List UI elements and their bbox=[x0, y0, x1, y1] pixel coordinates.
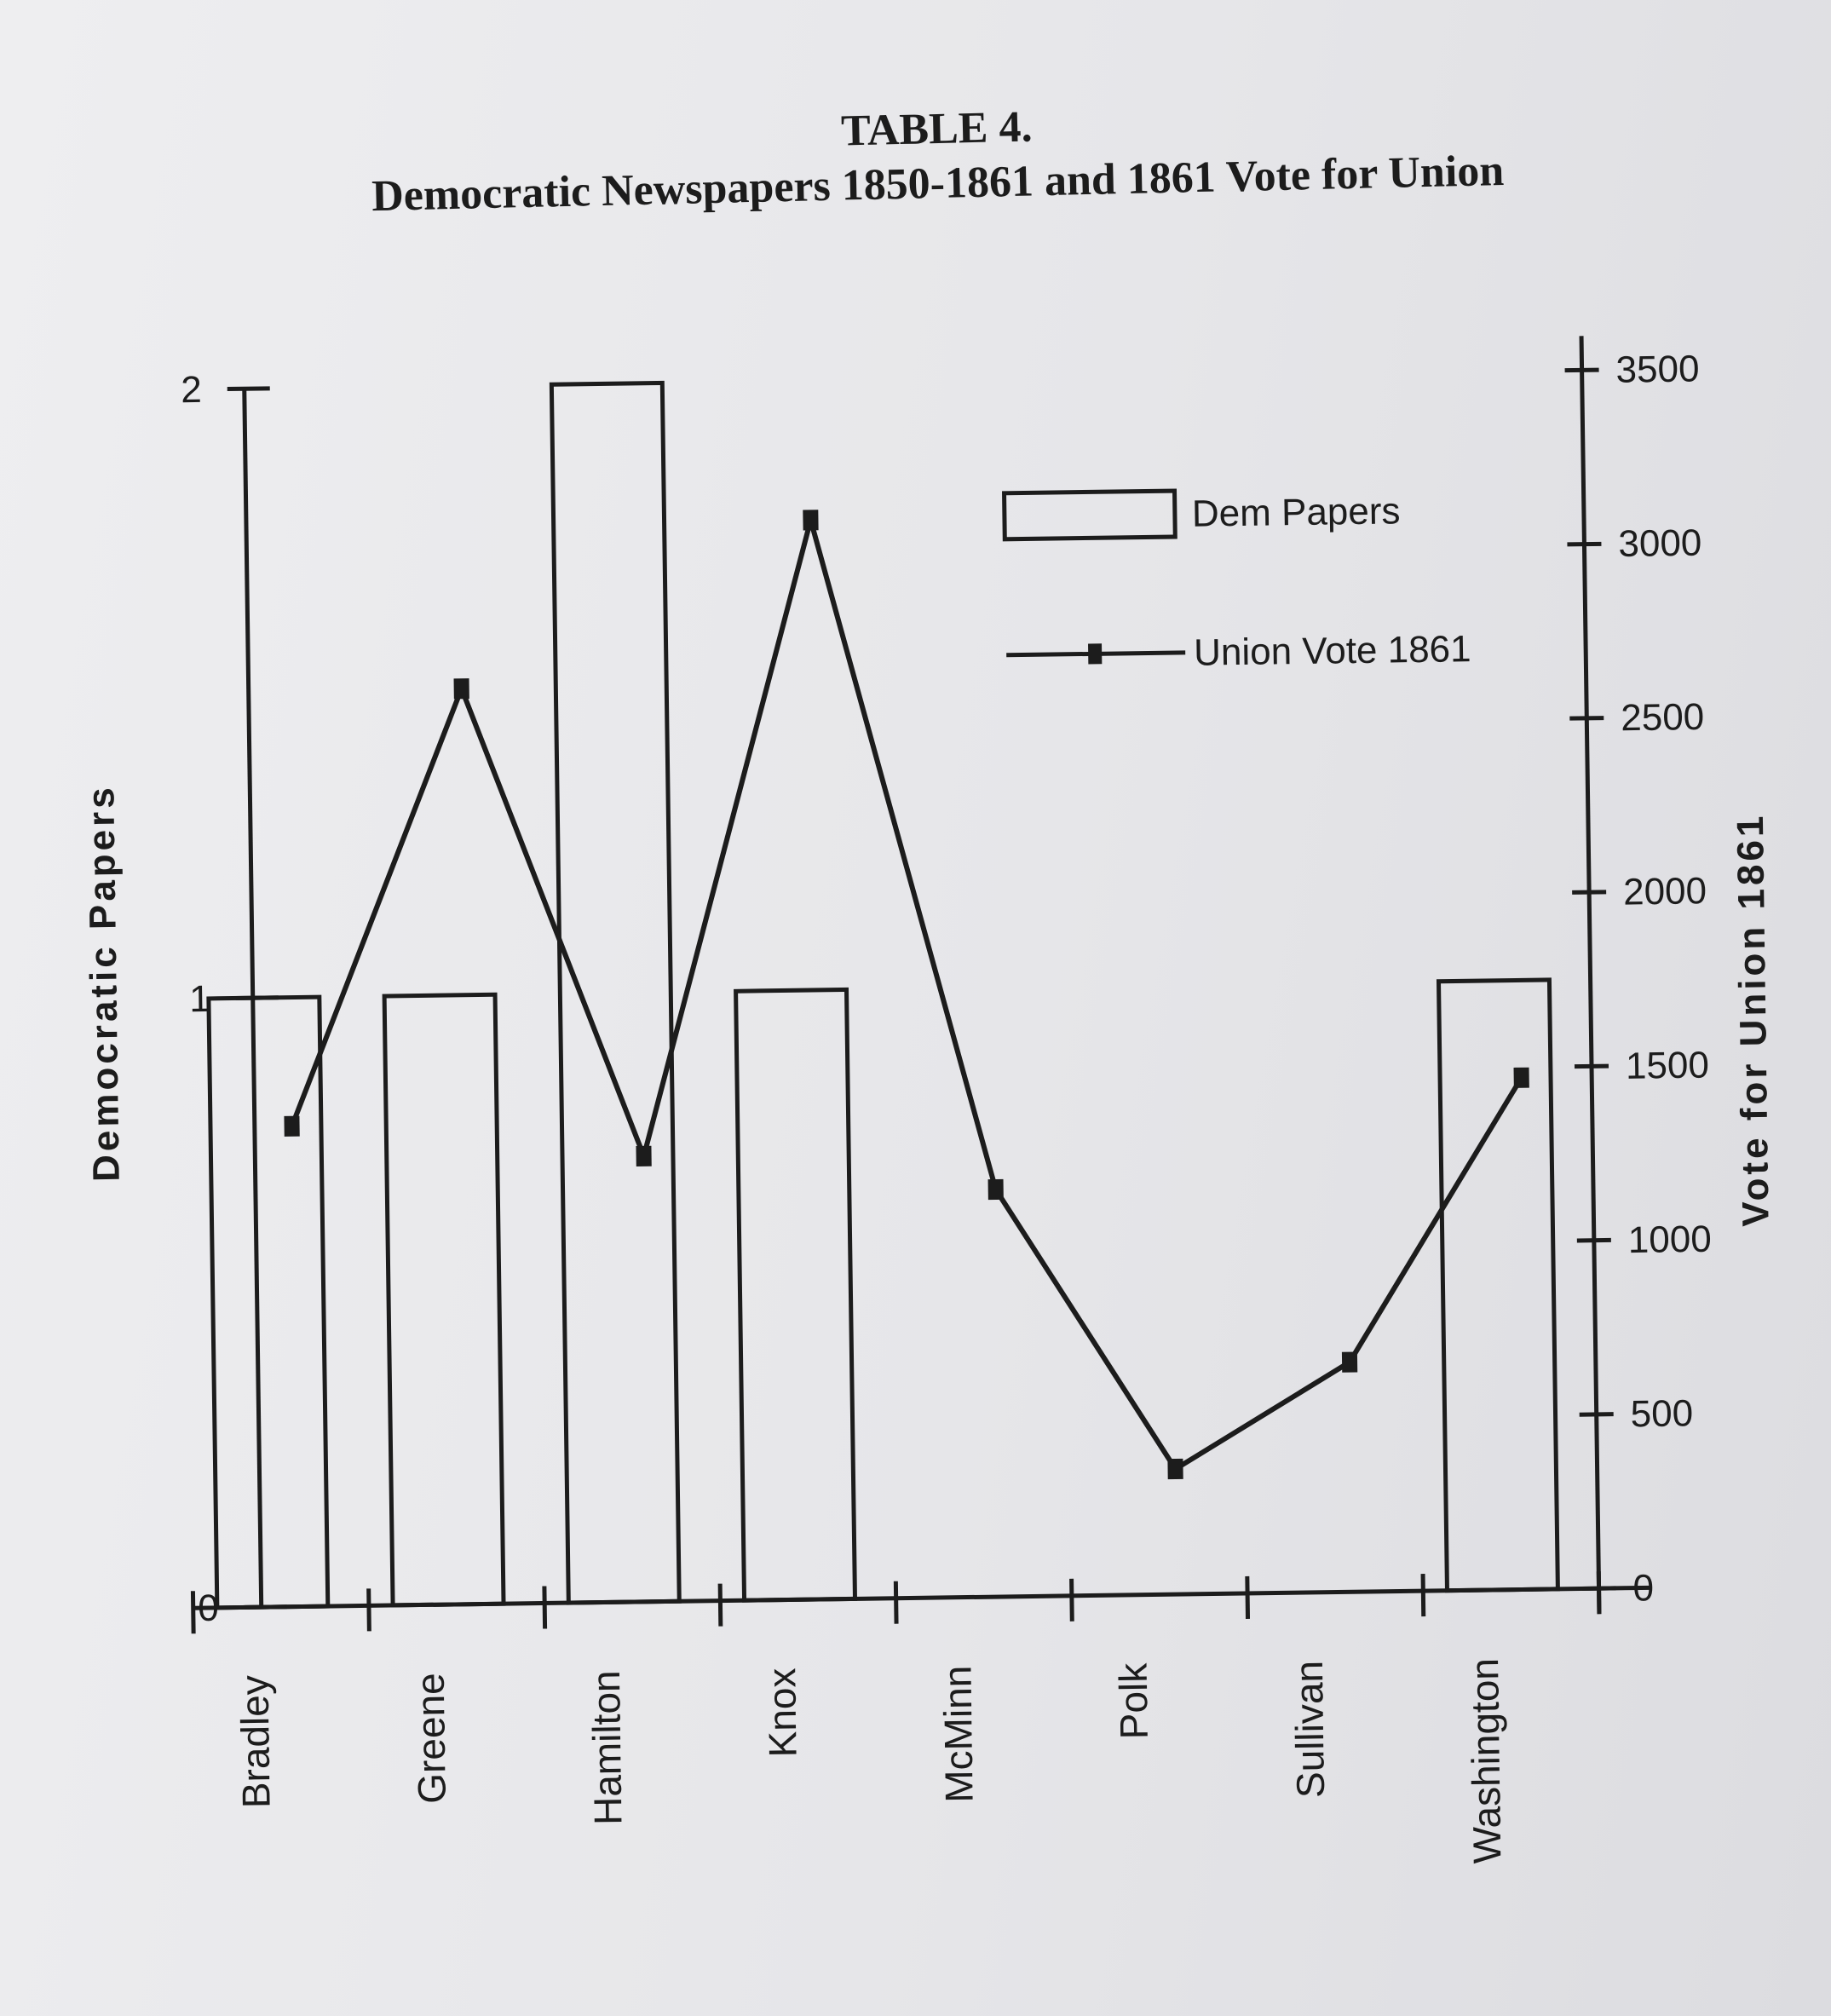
union-vote-point bbox=[284, 1116, 299, 1137]
category-label: McMinn bbox=[935, 1665, 982, 1804]
right-tick-label: 1500 bbox=[1625, 1044, 1710, 1087]
right-tick bbox=[1572, 892, 1606, 893]
category-label: Washington bbox=[1462, 1657, 1510, 1864]
legend-line-marker bbox=[1088, 643, 1102, 664]
x-tick bbox=[1247, 1576, 1248, 1619]
union-vote-point bbox=[1167, 1459, 1183, 1479]
right-tick-label: 500 bbox=[1630, 1392, 1694, 1436]
bar-dem-papers bbox=[736, 989, 855, 1600]
right-tick bbox=[1569, 718, 1604, 719]
category-label: Greene bbox=[407, 1673, 454, 1805]
x-tick bbox=[1598, 1571, 1599, 1614]
union-vote-point bbox=[1514, 1068, 1529, 1088]
x-tick bbox=[1072, 1579, 1073, 1621]
union-vote-point bbox=[803, 510, 818, 530]
legend-bar-swatch bbox=[1005, 491, 1176, 539]
right-tick bbox=[1580, 1414, 1614, 1415]
legend-label-dem-papers: Dem Papers bbox=[1191, 490, 1401, 535]
left-tick-label: 1 bbox=[188, 977, 211, 1021]
x-tick bbox=[544, 1586, 545, 1628]
right-axis-line bbox=[1581, 336, 1599, 1614]
y2-axis-title: Vote for Union 1861 bbox=[1729, 812, 1777, 1227]
bar-dem-papers bbox=[384, 994, 504, 1605]
union-vote-point bbox=[636, 1146, 651, 1166]
chart-plot bbox=[74, 333, 1786, 1883]
right-tick bbox=[1577, 1240, 1611, 1241]
chart-title: Democratic Newspapers 1850-1861 and 1861 Vote for Union bbox=[371, 146, 1505, 222]
y-axis-title: Democratic Papers bbox=[80, 783, 128, 1183]
right-tick-label: 1000 bbox=[1627, 1218, 1713, 1262]
category-label: Knox bbox=[759, 1668, 805, 1758]
table-label: TABLE 4. bbox=[840, 102, 1034, 156]
legend-label-union-vote: Union Vote 1861 bbox=[1193, 628, 1471, 674]
category-label: Sullivan bbox=[1286, 1660, 1333, 1799]
right-tick bbox=[1575, 1066, 1609, 1067]
union-vote-point bbox=[454, 678, 469, 699]
x-tick bbox=[720, 1584, 721, 1627]
bar-dem-papers bbox=[209, 997, 328, 1608]
category-label: Polk bbox=[1110, 1662, 1156, 1740]
bar-dem-papers bbox=[551, 383, 679, 1603]
bar-dem-papers bbox=[1438, 980, 1558, 1591]
right-tick-label: 2500 bbox=[1620, 695, 1705, 740]
right-tick-label: 2000 bbox=[1622, 870, 1707, 913]
x-tick bbox=[369, 1588, 370, 1631]
left-tick-label: 0 bbox=[197, 1587, 220, 1630]
x-tick bbox=[895, 1581, 896, 1624]
right-tick-label: 0 bbox=[1632, 1567, 1655, 1610]
right-tick bbox=[1565, 370, 1599, 371]
union-vote-point bbox=[1342, 1351, 1357, 1372]
category-label: Hamilton bbox=[583, 1670, 630, 1826]
left-tick-label: 2 bbox=[180, 368, 203, 412]
right-tick-label: 3500 bbox=[1615, 348, 1700, 391]
category-label: Bradley bbox=[232, 1674, 279, 1809]
x-tick bbox=[1423, 1574, 1424, 1616]
right-tick-label: 3000 bbox=[1618, 521, 1702, 566]
union-vote-point bbox=[988, 1179, 1004, 1200]
